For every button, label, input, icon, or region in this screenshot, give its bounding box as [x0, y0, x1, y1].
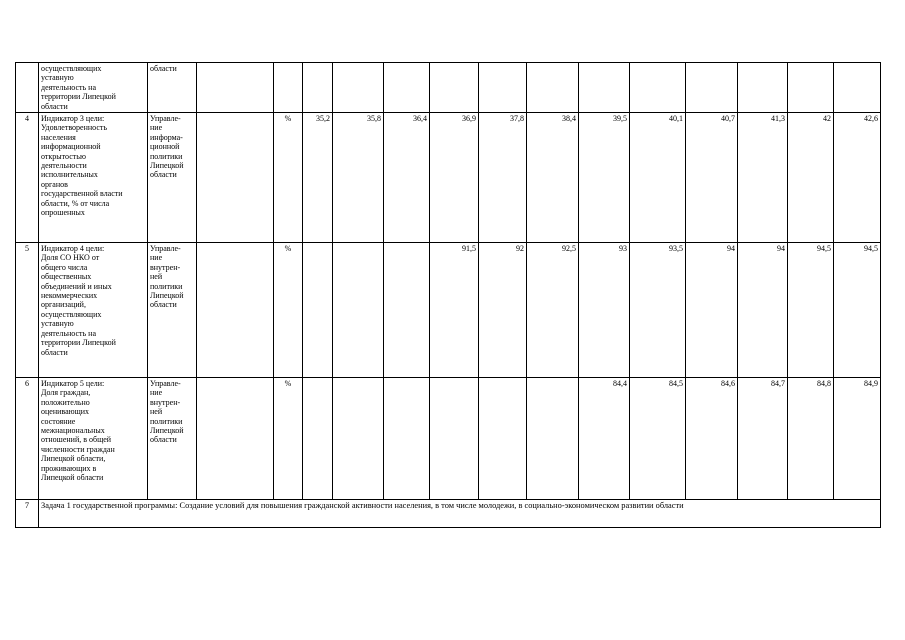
value-cell: 93: [579, 243, 630, 378]
empty-cell: [197, 243, 274, 378]
value-cell: 84,7: [738, 378, 788, 500]
value-cell: [834, 63, 881, 113]
value-cell: 94,5: [788, 243, 834, 378]
indicator-name: осуществляющих уставную деятельность на территории Липецкой области: [39, 63, 148, 113]
row-number: 5: [16, 243, 39, 378]
value-cell: 39,5: [579, 113, 630, 243]
indicator-name: Индикатор 3 цели: Удовлетворенность населения информационной открытостью деятельности исполнительных органов государственной власти области, % от числа опрошенных: [39, 113, 148, 243]
value-cell: 40,1: [630, 113, 686, 243]
value-cell: [738, 63, 788, 113]
value-cell: 40,7: [686, 113, 738, 243]
value-cell: 84,6: [686, 378, 738, 500]
value-cell: 84,5: [630, 378, 686, 500]
indicators-table: [15, 62, 881, 528]
value-cell: 42,6: [834, 113, 881, 243]
value-cell: 36,4: [384, 113, 430, 243]
value-cell: [686, 63, 738, 113]
value-cell: 38,4: [527, 113, 579, 243]
indicator-name: Индикатор 5 цели: Доля граждан, положительно оценивающих состояние межнациональных отношений, в общей численности граждан Липецкой области, проживающих в Липецкой области: [39, 378, 148, 500]
empty-cell: [197, 113, 274, 243]
task-description: Задача 1 государственной программы: Создание условий для повышения гражданской активности населения, в том числе молодежи, в социально-экономическом развитии области: [39, 500, 881, 528]
indicator-name: Индикатор 4 цели: Доля СО НКО от общего числа общественных объединений и иных некоммерческих организаций, осуществляющих уставную деятельность на территории Липецкой области: [39, 243, 148, 378]
value-cell: 41,3: [738, 113, 788, 243]
value-cell: 84,8: [788, 378, 834, 500]
value-cell: 91,5: [430, 243, 479, 378]
executor-name: Управле- ние внутрен- ней политики Липецкой области: [148, 243, 197, 378]
value-cell: [527, 63, 579, 113]
value-cell: 92: [479, 243, 527, 378]
value-cell: 84,4: [579, 378, 630, 500]
value-cell: [479, 63, 527, 113]
empty-cell: [197, 378, 274, 500]
row-number: 7: [16, 500, 39, 528]
value-cell: [430, 63, 479, 113]
value-cell: 37,8: [479, 113, 527, 243]
value-cell: [384, 243, 430, 378]
unit-cell: [274, 63, 303, 113]
table-row: [16, 243, 881, 378]
value-cell: [788, 63, 834, 113]
executor-name: области: [148, 63, 197, 113]
value-cell: [384, 378, 430, 500]
row-number: 4: [16, 113, 39, 243]
row-number: 6: [16, 378, 39, 500]
empty-cell: [197, 63, 274, 113]
task-row: [16, 500, 881, 528]
value-cell: 92,5: [527, 243, 579, 378]
value-cell: [333, 63, 384, 113]
value-cell: 93,5: [630, 243, 686, 378]
value-cell: 94: [738, 243, 788, 378]
value-cell: 94,5: [834, 243, 881, 378]
row-number: [16, 63, 39, 113]
table-row: [16, 113, 881, 243]
unit-cell: %: [274, 243, 303, 378]
value-cell: 35,2: [303, 113, 333, 243]
value-cell: [333, 378, 384, 500]
value-cell: 36,9: [430, 113, 479, 243]
value-cell: [527, 378, 579, 500]
value-cell: [384, 63, 430, 113]
value-cell: 42: [788, 113, 834, 243]
executor-name: Управле- ние информа- ционной политики Липецкой области: [148, 113, 197, 243]
value-cell: 35,8: [333, 113, 384, 243]
value-cell: [303, 243, 333, 378]
value-cell: [630, 63, 686, 113]
value-cell: [303, 378, 333, 500]
table-row: [16, 378, 881, 500]
value-cell: [579, 63, 630, 113]
value-cell: [430, 378, 479, 500]
value-cell: [303, 63, 333, 113]
value-cell: [479, 378, 527, 500]
value-cell: [333, 243, 384, 378]
value-cell: 84,9: [834, 378, 881, 500]
unit-cell: %: [274, 113, 303, 243]
unit-cell: %: [274, 378, 303, 500]
executor-name: Управле- ние внутрен- ней политики Липецкой области: [148, 378, 197, 500]
table-row: [16, 63, 881, 113]
value-cell: 94: [686, 243, 738, 378]
